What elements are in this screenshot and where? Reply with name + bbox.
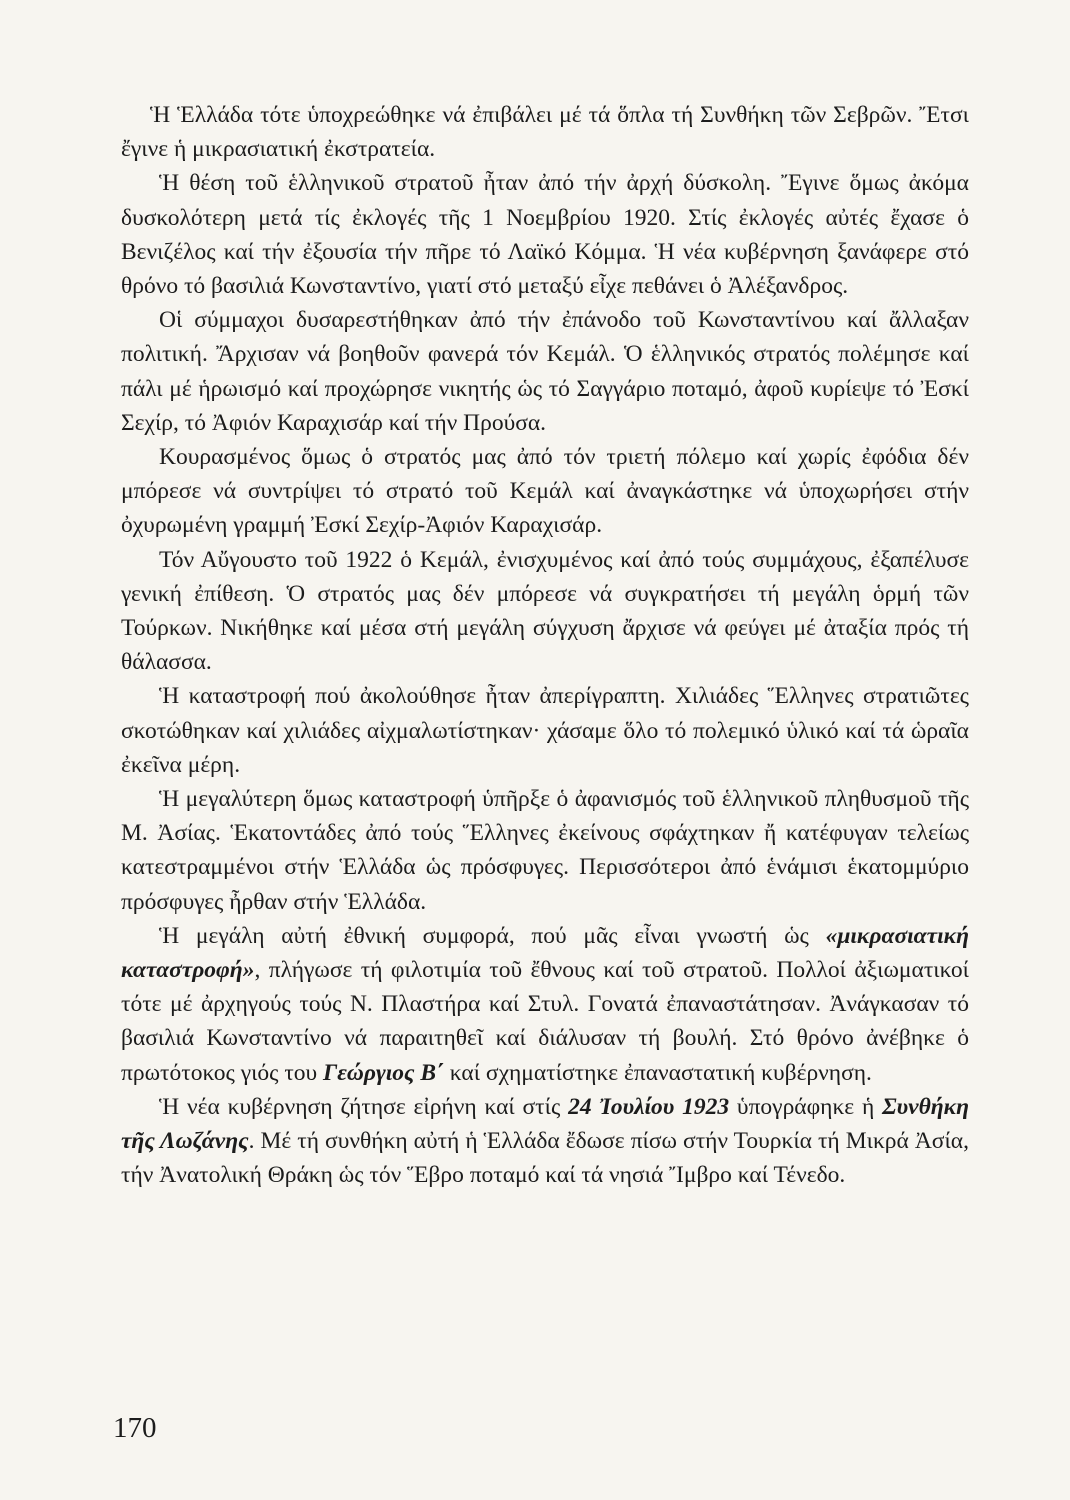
emphasized-term: «μικρασιατική καταστροφή» <box>121 922 969 984</box>
paragraph-5 <box>121 543 969 680</box>
text-run: Οἱ σύμμαχοι δυσαρεστήθηκαν ἀπό τήν ἐπάνοδο τοῦ Κωνσταντίνου καί ἄλλαξαν πολιτική. Ἄρχισαν νά βοηθοῦν φανερά τόν Κεμάλ. Ὁ ἑλληνικός στρατός πολέμησε καί πάλι μέ ἡρωισμό καί προχώρησε νικητής ὡς τό Σαγγάριο ποταμό, ἀφοῦ κυρίεψε τό Ἐσκί Σεχίρ, τό Ἀφιόν Καραχισάρ καί τήν Προύσα. <box>121 307 969 436</box>
emphasized-date: 24 Ἰουλίου 1923 <box>568 1093 730 1120</box>
text-run: Τόν Αὔγουστο τοῦ 1922 ὁ Κεμάλ, ἐνισχυμένος καί ἀπό τούς συμμάχους, ἐξαπέλυσε γενική ἐπίθεση. Ὁ στρατός μας δέν μπόρεσε νά συγκρατήσει τή μεγάλη ὁρμή τῶν Τούρκων. Νικήθηκε καί μέσα στή μεγάλη σύγχυση ἄρχισε νά φεύγει μέ ἀταξία πρός τή θάλασσα. <box>121 546 969 676</box>
paragraph-7 <box>121 782 969 919</box>
text-run: Κουρασμένος ὅμως ὁ στρατός μας ἀπό τόν τριετή πόλεμο καί χωρίς ἐφόδια δέν μπόρεσε νά συντρίψει τό στρατό τοῦ Κεμάλ καί ἀναγκάστηκε νά ὑποχωρήσει στήν ὀχυρωμένη γραμμή Ἐσκί Σεχίρ-Ἀφιόν Καραχισάρ. <box>121 444 969 539</box>
text-run: , πλήγωσε τή φιλοτιμία τοῦ ἔθνους καί τοῦ στρατοῦ. Πολλοί ἀξιωματικοί τότε μέ ἀρχηγούς τούς Ν. Πλαστήρα καί Στυλ. Γονατά ἐπαναστάτησαν. Ἀνάγκασαν τό βασιλιά Κωνσταντίνο νά παραιτηθεῖ καί διάλυσαν τή βουλή. Στό θρόνο ἀνέβηκε ὁ πρωτότοκος γιός του <box>121 957 969 1086</box>
page-number: 170 <box>113 1412 157 1444</box>
text-run: Ἡ καταστροφή πού ἀκολούθησε ἦταν ἀπερίγραπτη. Χιλιάδες Ἕλληνες στρατιῶτες σκοτώθηκαν καί χιλιάδες αἰχμαλωτίστηκαν· χάσαμε ὅλο τό πολεμικό ὑλικό καί τά ὡραῖα ἐκεῖνα μέρη. <box>121 683 969 778</box>
paragraph-8 <box>121 919 969 1090</box>
paragraph-2 <box>121 166 969 303</box>
text-run: . Μέ τή συνθήκη αὐτή ἡ Ἑλλάδα ἔδωσε πίσω στήν Τουρκία τή Μικρά Ἀσία, τήν Ἀνατολική Θράκη ὡς τόν Ἕβρο ποταμό καί τά νησιά Ἴμβρο καί Τένεδο. <box>121 1128 969 1189</box>
paragraph-9 <box>121 1090 969 1193</box>
text-run: Ἡ θέση τοῦ ἑλληνικοῦ στρατοῦ ἦταν ἀπό τήν ἀρχή δύσκολη. Ἔγινε ὅμως ἀκόμα δυσκολότερη μετά τίς ἐκλογές τῆς 1 Νοεμβρίου 1920. Στίς ἐκλογές αὐτές ἔχασε ὁ Βενιζέλος καί τήν ἐξουσία τήν πῆρε τό Λαϊκό Κόμμα. Ἡ νέα κυβέρνηση ξανάφερε στό θρόνο τό βασιλιά Κωνσταντίνο, γιατί στό μεταξύ εἶχε πεθάνει ὁ Ἀλέξανδρος. <box>121 170 969 300</box>
emphasized-term: Συνθήκη τῆς Λωζάνης <box>121 1093 970 1155</box>
paragraph-4 <box>121 440 969 543</box>
text-run: Ἡ μεγάλη αὐτή ἐθνική συμφορά, πού μᾶς εἶναι γνωστή ὡς <box>159 922 826 949</box>
text-run: Ἡ νέα κυβέρνηση ζήτησε εἰρήνη καί στίς <box>159 1093 569 1120</box>
paragraph-1 <box>121 98 969 166</box>
text-run: Ἡ μεγαλύτερη ὅμως καταστροφή ὑπῆρξε ὁ ἀφανισμός τοῦ ἑλληνικοῦ πληθυσμοῦ τῆς Μ. Ἀσίας. Ἑκατοντάδες ἀπό τούς Ἕλληνες ἐκείνους σφάχτηκαν ἤ κατέφυγαν τελείως κατεστραμμένοι στήν Ἑλλάδα ὡς πρόσφυγες. Περισσότεροι ἀπό ἑνάμισι ἑκατομμύριο πρόσφυγες ἦρθαν στήν Ἑλλάδα. <box>121 786 969 915</box>
text-run: ὑπογράφηκε ἡ <box>729 1093 883 1120</box>
paragraph-3 <box>121 303 969 440</box>
paragraph-6 <box>121 679 969 782</box>
text-run: Ἡ Ἑλλάδα τότε ὑποχρεώθηκε νά ἐπιβάλει μέ τά ὅπλα τή Συνθήκη τῶν Σεβρῶν. Ἔτσι ἔγινε ἡ μικρασιατική ἐκστρατεία. <box>121 102 969 163</box>
emphasized-term: Γεώργιος Β΄ <box>323 1059 444 1086</box>
text-run: καί σχηματίστηκε ἐπαναστατική κυβέρνηση. <box>443 1059 872 1086</box>
page-body <box>121 98 969 1193</box>
